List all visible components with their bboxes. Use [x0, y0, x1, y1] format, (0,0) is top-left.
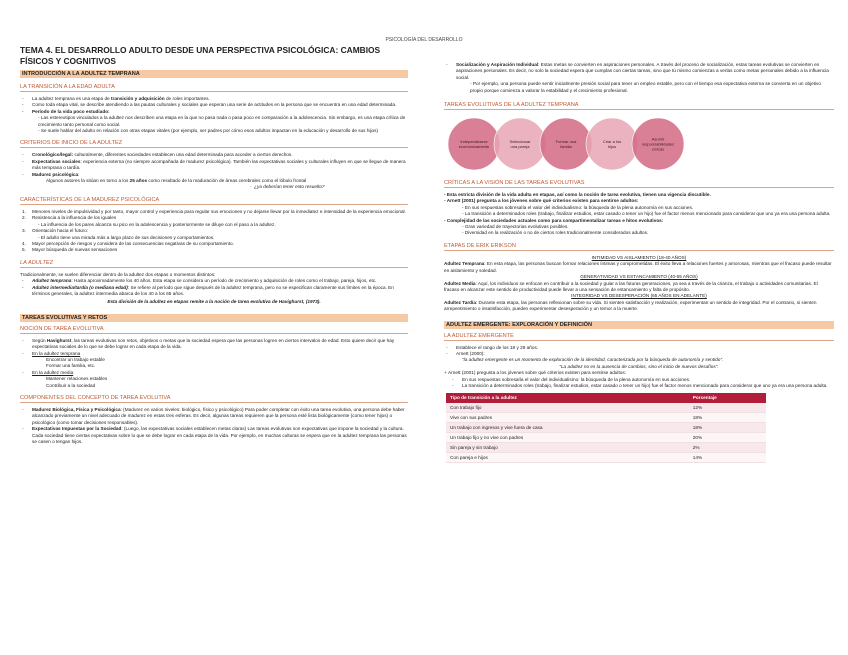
- list-item: Contribuir a la sociedad: [46, 382, 96, 388]
- paragraph: Tradicionalmente, se suelen diferenciar dentro de la adultez dos etapas o momentos distintos:: [20, 271, 216, 277]
- list-item: - Socialización y Aspiración Individual: Estas metas se convierten en aspiraciones personales. A través del proceso de socialización, estas tareas evolutivas se convierten en aspiraciones personales. Es decir, no solo la sociedad espera que cumplas con ciertas tareas, sino que tú mismo comienzas a verlas como metas personales debido a la influencia social.: [446, 62, 829, 80]
- stage-heading: INTEGRIDAD VS DESESPERACIÓN (65 AÑOS EN ADELANTE): [571, 293, 707, 299]
- paragraph: + Arnett (2001) pregunta a los jóvenes sobre qué criterios existen para sentirse adultos:: [444, 370, 627, 376]
- list-item: - La transición a determinados roles (trabajo, finalizar estudios, estar casado o tener un hijo) fue el factor menos mencionado para considerar que uno ya era una persona adulta.: [452, 382, 828, 388]
- quote: "La adultez no es la ausencia de cambios, sino el inicio de nuevos desafíos".: [559, 363, 719, 369]
- list-item: - La influencia de los pares alcanza su pico en la adolescencia y posteriormente se diluye con el paso a la adultez.: [38, 221, 276, 227]
- bullet-list: [444, 377, 834, 390]
- list-item: - Expectativas sociales: experiencia externa (no siempre acompañada de madurez psicológica). También las expectativas sociales y culturales influyen en que se llegue de manera más temprana o tardía.: [22, 158, 406, 171]
- task-label: Asumir responsabilidades cívicas: [641, 136, 675, 152]
- section-heading: INTRODUCCIÓN A LA ADULTEZ TEMPRANA: [20, 70, 408, 78]
- paragraph: - La transición a determinados roles (trabajo, finalizar estudios, estar casado o tener un hijo) fue el factor menos mencionado para considerar que uno ya era una persona adulta.: [462, 211, 831, 217]
- list-item: - Adultez temprana: Hasta aproximadamente los 40 años. Esta etapa se considera un período de crecimiento y adquisición de roles como el trabajo, pareja, hijos, etc.: [22, 278, 377, 284]
- question-note: - ¿ya deberían tener esto resuelto?: [250, 184, 325, 190]
- table-cell: Sin pareja y sin trabajo: [446, 443, 689, 453]
- list-item: - En sus respuestas sobresalía el valor del individualismo: la búsqueda de la plena autonomía en sus acciones.: [452, 376, 691, 382]
- subheading: LA ADULTEZ: [20, 260, 408, 268]
- table-cell: Con pareja e hijos: [446, 453, 689, 463]
- task-label: Seleccionar una pareja: [509, 138, 531, 150]
- subheading: TAREAS EVOLUTIVAS DE LA ADULTEZ TEMPRANA: [444, 102, 834, 110]
- paragraph: - Se suele hablar del adulto en relación con otras etapas vitales (por ejemplo, ser padres por cómo esos adultos impactan en la educación y desarrollo de sus hijos): [38, 128, 379, 134]
- table-cell: 14%: [689, 453, 766, 463]
- table-cell: Con trabajo fijo: [446, 403, 689, 413]
- table-cell: 12%: [689, 403, 766, 413]
- paragraph: - Por ejemplo, una persona puede sentir inicialmente presión social para tener un empleo estable, pero con el tiempo esa expectativa externa se convierta en un objetivo propio porque comienza a valorar la estabilidad y el crecimiento profesional.: [470, 81, 821, 93]
- stage-heading: INTIMIDAD VS AISLAMIENTO (18-40 AÑOS): [591, 254, 687, 260]
- subheading: CRÍTICAS A LA VISIÓN DE LAS TAREAS EVOLUTIVAS: [444, 180, 834, 188]
- list-item: Formar una familia, etc.: [46, 363, 96, 369]
- page-title: TEMA 4. EL DESARROLLO ADULTO DESDE UNA PERSPECTIVA PSICOLÓGICA: CAMBIOS FÍSICOS Y COGNITIVOS: [20, 45, 381, 66]
- section-heading: ADULTEZ EMERGENTE: EXPLORACIÓN Y DEFINICIÓN: [444, 321, 834, 329]
- list-item: Encontrar un trabajo estable: [46, 356, 105, 362]
- paragraph: - Diversidad en la realización o no de ciertos roles tradicionalmente considerados adultos.: [462, 230, 649, 236]
- subheading: LA ADULTEZ EMERGENTE: [444, 333, 834, 341]
- task-label: Independizarse económicamente: [458, 138, 490, 150]
- table-cell: 20%: [689, 433, 766, 443]
- list-item: 2. Resistencia a la influencia de los iguales: [22, 215, 117, 221]
- list-item: - Según Havighurst, las tareas evolutivas son retos, objetivos o metas que la sociedad espera que las personas logren en ciertos intervalos de edad. Esto quiere decir que hay expectativas sociales de lo que se debe lograr en cada etapa de la vida.: [22, 337, 395, 350]
- running-head: PSICOLOGÍA DEL DESARROLLO: [385, 37, 463, 43]
- list-item: - En la adultez media: [22, 369, 74, 375]
- list-item: - El adulto tiene una mirada más a largo plazo de sus decisiones y comportamientos.: [38, 234, 215, 240]
- section-heading: TAREAS EVOLUTIVAS Y RETOS: [20, 314, 408, 322]
- list-item: 3. Orientación hacia el futuro:: [22, 228, 89, 234]
- bullet-list: [20, 96, 408, 115]
- left-column: [20, 45, 408, 445]
- table-row: [446, 423, 766, 433]
- list-item: - Cronológico/legal: culturalmente, diferentes sociedades establecen una edad determinada para acceder a ciertos derechos.: [22, 152, 293, 158]
- list-item: - Como toda etapa vital, se describe atendiendo a las pautas culturales y sociales que esperan una serie de actitudes en la persona que se encuentra en una edad determinada.: [22, 102, 397, 108]
- list-item: - Expectativas Impuestas por la Sociedad: (Luego, las expectativas sociales establecen metas claras) Las tareas evolutivas son expectativas que impone la sociedad y la cultura. Cada sociedad tiene ciertas expectativas sobre lo que se debe lograr en cada etapa de la vida. Por ejemplo, en muchas culturas se espera que en la adultez temprana las personas se casen o tengan hijos.: [22, 426, 407, 445]
- subheading: LA TRANSICIÓN A LA EDAD ADULTA: [20, 84, 408, 92]
- paragraph: - Las estereotipos vinculados a la adultez nos describen una etapa en la que no pasa nada o pasa poco en comparación a la adolescencia. Sin embargo, es una etapa crítica de crecimiento tanto personal como social.: [38, 115, 406, 127]
- list-item: - Madurez psicológica:: [22, 171, 80, 177]
- task-label: Criar a los hijos: [602, 138, 622, 150]
- subheading: ETAPAS DE ERIK ERIKSON: [444, 243, 834, 251]
- bullet-list: [20, 278, 408, 297]
- list-item: 4. Mayor percepción de riesgos y considera de las consecuencias negativas de su comportamiento.: [22, 240, 234, 246]
- tasks-diagram: [444, 114, 704, 174]
- right-column: [444, 62, 834, 463]
- table-header: Porcentaje: [689, 393, 766, 403]
- list-item: - Período de la vida poco estudiado:: [22, 108, 110, 114]
- transition-table: [446, 393, 766, 463]
- table-cell: Un trabajo fijo y no vive con padres: [446, 433, 689, 443]
- paragraph: Adultez Tardía: Durante esta etapa, las personas reflexionan sobre su vida. Si sienten satisfacción y realización, experimentan un sentido de integridad. Por el contrario, si sienten arrepentimiento o insatisfacción, pueden experimentar desesperación y un temor a la muerte.: [444, 299, 817, 312]
- paragraph: Adultez Media: Aquí, los individuos se enfocan en contribuir a la sociedad y guiar a las futuras generaciones, ya sea a través de la crianza, el trabajo o actividades comunitarias. El fracaso en alcanzar este sentido de productividad puede llevar a una sensación de estancamiento y falta de propósito.: [444, 280, 818, 292]
- paragraph: - Esta estricta división de la vida adulta en etapas, así como la noción de tarea evolutiva, tienen una vigencia discutible.: [444, 192, 711, 198]
- bullet-list: [444, 345, 834, 358]
- table-row: [446, 413, 766, 423]
- table-header-row: [446, 393, 766, 403]
- bullet-list: [20, 338, 408, 389]
- table-cell: 2%: [689, 443, 766, 453]
- list-item: - En la adultez temprana: [22, 350, 81, 356]
- numbered-list: [20, 209, 408, 254]
- table-row: [446, 443, 766, 453]
- bullet-list: [20, 407, 408, 445]
- subheading: NOCIÓN DE TAREA EVOLUTIVA: [20, 326, 408, 334]
- list-item: - Madurez Biológica, Física y Psicológica: (Madurez en varios niveles: biológico, físico y psicológico) Para poder completar con éxito una tarea evolutiva, una persona debe haber alcanzado previamente un nivel adecuado de madurez en estas tres esferas. Es decir, algunas tareas requieren que la persona esté lista biológicamente (como tener hijos) o psicológico (como tomar decisiones responsables).: [22, 407, 405, 425]
- table-row: [446, 433, 766, 443]
- paragraph: - En sus respuestas sobresalía el valor del individualismo: la búsqueda de la plena autonomía en sus acciones.: [462, 204, 694, 210]
- list-item: Mantener relaciones estables: [46, 376, 108, 382]
- table-cell: Un trabajo con ingresos y vive fuera de casa: [446, 423, 689, 433]
- subheading: COMPONENTES DEL CONCEPTO DE TAREA EVOLUTIVA: [20, 395, 408, 403]
- table-row: [446, 453, 766, 463]
- list-item: - Adultez intermedia/tardía (o mediana edad): Se refiere al período que sigue después de la adultez temprana, pero no se especifican claramente sus límites en la época. En términos generales, la adultez intermedia abarca de los 40 a los 65 años.: [22, 284, 394, 296]
- subheading: CARACTERÍSTICAS DE LA MADUREZ PSICOLÓGICA: [20, 197, 408, 205]
- tasks-diagram-svg: [444, 114, 704, 174]
- table-header: Tipo de transición a la adultez: [446, 393, 689, 403]
- note: Esta división de la adultez en etapas remite a la noción de tarea evolutiva de Havighurst, (1973).: [107, 299, 321, 305]
- bullet-list: [444, 62, 834, 81]
- list-item: - La adultez temprana es una etapa de transición y adquisición de roles importantes.: [22, 96, 210, 101]
- paragraph: - Arnett (2001) pregunta a los jóvenes sobre qué criterios existen para sentirse adultos:: [444, 198, 639, 204]
- paragraph: Algunos autores la sitúan en torno a los 25 años como resultado de la maduración de áreas cerebrales como el lóbulo frontal: [46, 178, 307, 184]
- stage-heading: GENERATIVIDAD VS ESTANCAMIENTO (40-65 AÑOS): [580, 274, 698, 280]
- list-item: 1. Menores niveles de impulsividad y por tanto, mayor control y experiencia para regular sus emociones y no dejarse llevar por la inmediatez e intensidad de la experiencia emocional.: [22, 208, 406, 214]
- list-item: - Arnett (2000):: [446, 350, 485, 356]
- task-label: Formar una familia: [555, 138, 577, 150]
- paragraph: - Complejidad de las sociedades actuales como para compartimentalizar tareas e hitos evolutivos:: [444, 217, 664, 223]
- bullet-list: [20, 152, 408, 178]
- list-item: 5. Mayor búsqueda de nuevas sensaciones: [22, 247, 118, 253]
- table-cell: Vive con sus padres: [446, 413, 689, 423]
- quote: "la adultez emergente es un momento de exploración de la identidad, caracterizada por la búsqueda de autonomía y sentido".: [462, 357, 724, 363]
- table-cell: 18%: [689, 413, 766, 423]
- table-cell: 18%: [689, 423, 766, 433]
- paragraph: - Gran variedad de trayectorias evolutivas posibles.: [462, 224, 569, 230]
- list-item: - Establece el rango de los 18 y 29 años.: [446, 344, 539, 350]
- paragraph: Adultez Temprana: En esta etapa, las personas buscan formar relaciones íntimas y comprometidas. El éxito lleva a relaciones fuertes y amorosas, mientras que el fracaso puede resultar en aislamiento y soledad.: [444, 261, 832, 273]
- subheading: CRITERIOS DE INICIO DE LA ADULTEZ: [20, 140, 408, 148]
- table-row: [446, 403, 766, 413]
